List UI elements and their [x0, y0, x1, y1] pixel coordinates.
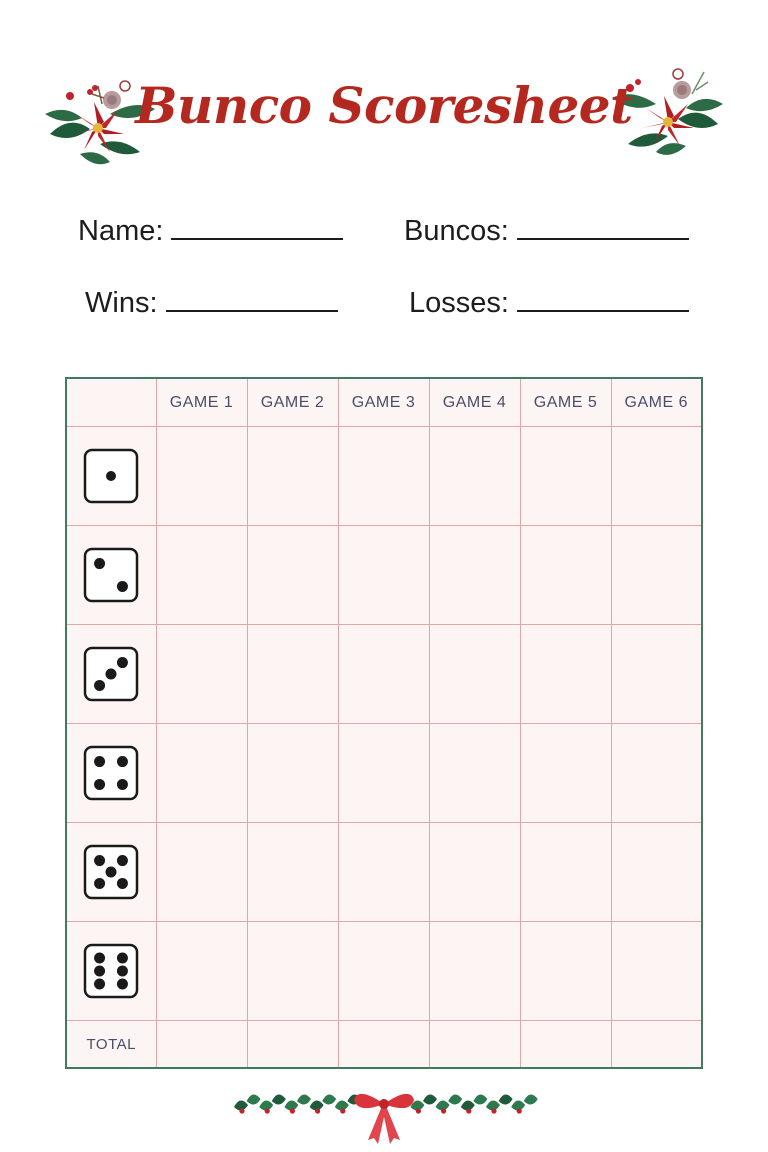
header-game-4: GAME 4 [429, 378, 520, 427]
score-cell-game-6[interactable] [611, 724, 702, 823]
header-game-3: GAME 3 [338, 378, 429, 427]
die-pip [106, 867, 117, 878]
die-one-icon [83, 448, 139, 504]
die-pip [94, 680, 105, 691]
dice-row-2 [66, 526, 702, 625]
score-cell-game-5[interactable] [520, 724, 611, 823]
page-title: Bunco Scoresheet [135, 76, 633, 135]
score-cell-game-5[interactable] [520, 625, 611, 724]
die-two-icon [83, 547, 139, 603]
die-pip [94, 953, 105, 964]
die-face [85, 747, 137, 799]
losses-blank-line[interactable] [517, 286, 689, 312]
garland-leaf [272, 1094, 286, 1104]
garland-berry [315, 1108, 320, 1113]
die-pip [94, 756, 105, 767]
die-pip [117, 966, 128, 977]
die-pip [117, 953, 128, 964]
wins-label: Wins: [85, 287, 158, 319]
score-cell-game-4[interactable] [429, 526, 520, 625]
die-pip [117, 657, 128, 668]
score-cell-game-6[interactable] [611, 526, 702, 625]
garland-berry [265, 1108, 270, 1113]
buncos-field [404, 214, 689, 248]
score-cell-game-6[interactable] [611, 823, 702, 922]
dice-row-3 [66, 625, 702, 724]
score-cell-game-3[interactable] [338, 724, 429, 823]
garland-berry [441, 1108, 446, 1113]
score-cell-game-4[interactable] [429, 427, 520, 526]
header-game-5: GAME 5 [520, 378, 611, 427]
die-pip [94, 779, 105, 790]
score-cell-game-2[interactable] [247, 724, 338, 823]
garland-leaf [524, 1094, 538, 1104]
wins-blank-line[interactable] [166, 286, 338, 312]
die-pip [117, 878, 128, 889]
score-cell-game-1[interactable] [156, 922, 247, 1021]
header-game-6: GAME 6 [611, 378, 702, 427]
die-cell [66, 922, 156, 1021]
score-cell-game-4[interactable] [429, 823, 520, 922]
header-game-1: GAME 1 [156, 378, 247, 427]
dice-row-1 [66, 427, 702, 526]
die-pip [94, 979, 105, 990]
die-cell [66, 823, 156, 922]
score-cell-game-1[interactable] [156, 625, 247, 724]
garland-berry [491, 1108, 496, 1113]
score-cell-game-2[interactable] [247, 526, 338, 625]
garland-leaf [322, 1094, 336, 1104]
die-pip [117, 979, 128, 990]
dice-rows [66, 427, 702, 1021]
score-cell-game-6[interactable] [611, 427, 702, 526]
die-pip [117, 855, 128, 866]
dice-row-4 [66, 724, 702, 823]
total-label: TOTAL [66, 1021, 156, 1069]
total-cell-game-1[interactable] [156, 1021, 247, 1069]
total-row [66, 1021, 702, 1069]
score-cell-game-5[interactable] [520, 922, 611, 1021]
garland-berry [416, 1108, 421, 1113]
garland-leaf [499, 1094, 513, 1104]
die-face [85, 549, 137, 601]
garland-berry [239, 1108, 244, 1113]
die-pip [94, 558, 105, 569]
dice-row-6 [66, 922, 702, 1021]
die-cell [66, 526, 156, 625]
die-pip [117, 581, 128, 592]
die-cell [66, 724, 156, 823]
die-cell [66, 625, 156, 724]
score-cell-game-1[interactable] [156, 427, 247, 526]
total-cell-game-3[interactable] [338, 1021, 429, 1069]
losses-label: Losses: [409, 287, 509, 319]
buncos-blank-line[interactable] [517, 214, 689, 240]
die-pip [106, 669, 117, 680]
losses-field [409, 286, 689, 320]
total-cell-game-4[interactable] [429, 1021, 520, 1069]
header-corner-cell [66, 378, 156, 427]
score-table [65, 377, 703, 1069]
score-cell-game-5[interactable] [520, 823, 611, 922]
score-cell-game-2[interactable] [247, 625, 338, 724]
score-cell-game-1[interactable] [156, 823, 247, 922]
garland-berry [466, 1108, 471, 1113]
score-cell-game-3[interactable] [338, 922, 429, 1021]
score-cell-game-5[interactable] [520, 526, 611, 625]
garland-berry [290, 1108, 295, 1113]
score-cell-game-3[interactable] [338, 526, 429, 625]
garland-berry [517, 1108, 522, 1113]
score-cell-game-3[interactable] [338, 427, 429, 526]
name-label: Name: [78, 215, 164, 247]
score-cell-game-3[interactable] [338, 823, 429, 922]
garland-berry [340, 1108, 345, 1113]
score-cell-game-4[interactable] [429, 625, 520, 724]
score-cell-game-4[interactable] [429, 922, 520, 1021]
buncos-label: Buncos: [404, 215, 509, 247]
die-pip [94, 966, 105, 977]
name-field [78, 214, 343, 248]
score-cell-game-6[interactable] [611, 625, 702, 724]
header-game-2: GAME 2 [247, 378, 338, 427]
name-blank-line[interactable] [171, 214, 343, 240]
score-cell-game-1[interactable] [156, 724, 247, 823]
score-cell-game-5[interactable] [520, 427, 611, 526]
die-pip [106, 471, 116, 481]
total-cell-game-5[interactable] [520, 1021, 611, 1069]
garland-leaf [473, 1094, 487, 1104]
table-header-row [66, 378, 702, 427]
garland-leaf [247, 1094, 261, 1104]
die-four-icon [83, 745, 139, 801]
wins-field [85, 286, 338, 320]
dice-row-5 [66, 823, 702, 922]
garland-leaf [423, 1094, 437, 1104]
score-cell-game-1[interactable] [156, 526, 247, 625]
score-cell-game-2[interactable] [247, 922, 338, 1021]
die-cell [66, 427, 156, 526]
die-pip [94, 855, 105, 866]
die-pip [94, 878, 105, 889]
garland-leaf [448, 1094, 462, 1104]
score-cell-game-4[interactable] [429, 724, 520, 823]
die-three-icon [83, 646, 139, 702]
total-cell-game-2[interactable] [247, 1021, 338, 1069]
die-pip [117, 779, 128, 790]
die-six-icon [83, 943, 139, 999]
total-cell-game-6[interactable] [611, 1021, 702, 1069]
score-cell-game-2[interactable] [247, 427, 338, 526]
score-cell-game-6[interactable] [611, 922, 702, 1021]
die-face [85, 945, 137, 997]
score-cell-game-3[interactable] [338, 625, 429, 724]
garland-leaf [297, 1094, 311, 1104]
die-pip [117, 756, 128, 767]
die-five-icon [83, 844, 139, 900]
garland-bow-icon [228, 1082, 540, 1144]
score-cell-game-2[interactable] [247, 823, 338, 922]
